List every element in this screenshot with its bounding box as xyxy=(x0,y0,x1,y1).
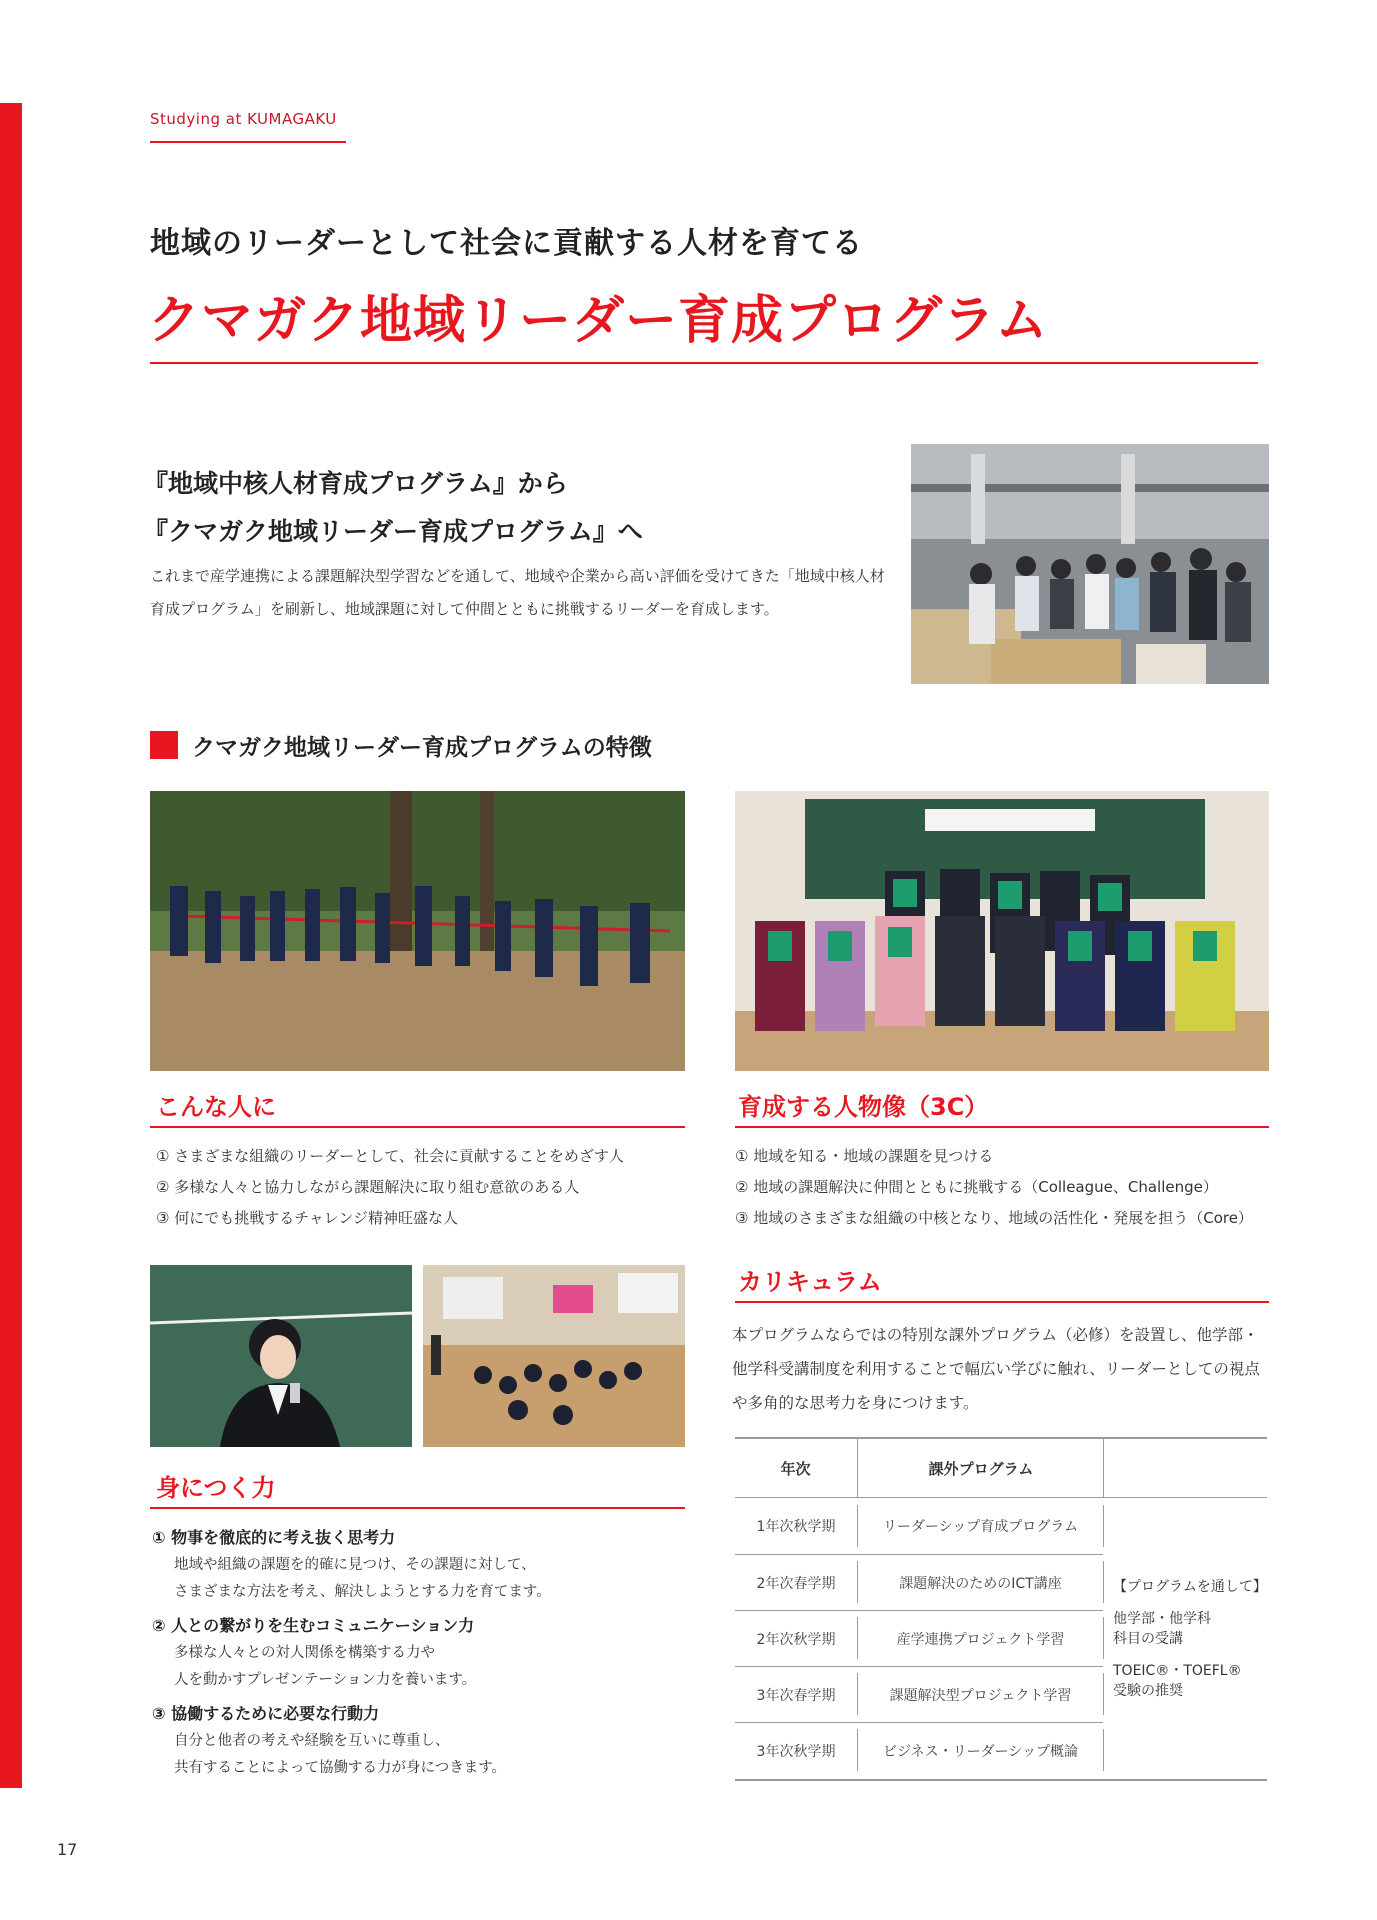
ability-line: 人を動かすプレゼンテーション力を養います。 xyxy=(174,1672,477,1688)
persona-heading-underline xyxy=(735,1126,1269,1128)
list-item: ① さまざまな組織のリーダーとして、社会に貢献することをめざす人 xyxy=(156,1147,624,1165)
photo-market-tour xyxy=(911,444,1269,684)
table-cell-year: 1年次秋学期 xyxy=(756,1519,836,1535)
note-item xyxy=(1113,1609,1263,1649)
table-cell-program: リーダーシップ育成プログラム xyxy=(882,1519,1079,1535)
renewal-heading xyxy=(143,460,643,556)
ability-line: 地域や組織の課題を的確に見つけ、その課題に対して、 xyxy=(174,1557,536,1573)
list-item: ③ 何にでも挑戦するチャレンジ精神旺盛な人 xyxy=(156,1209,459,1227)
column-header-year: 年次 xyxy=(780,1459,811,1478)
ability-description xyxy=(152,1640,692,1694)
ability-line: 多様な人々との対人関係を構築する力や xyxy=(174,1645,435,1661)
table-divider xyxy=(1103,1729,1104,1771)
abilities-list xyxy=(152,1524,692,1788)
target-heading: こんな人に xyxy=(156,1093,276,1121)
abilities-heading: 身につく力 xyxy=(156,1474,276,1502)
curriculum-paragraph: 本プログラムならではの特別な課外プログラム（必修）を設置し、他学部・他学科受講制度を利用することで幅広い学びに触れ、リーダーとしての視点や多角的な思考力を身につけます。 xyxy=(732,1326,1260,1412)
features-title: クマガク地域リーダー育成プログラムの特徴 xyxy=(192,735,652,761)
ability-description xyxy=(152,1728,692,1782)
abilities-heading-underline xyxy=(150,1507,685,1509)
kicker-underline xyxy=(150,141,346,143)
table-cell-year: 2年次春学期 xyxy=(756,1575,836,1592)
ability-title: ① 物事を徹底的に考え抜く思考力 xyxy=(152,1528,396,1547)
table-divider xyxy=(1103,1617,1104,1659)
accent-side-bar xyxy=(0,103,22,1788)
note-line: 他学部・他学科 xyxy=(1113,1611,1211,1627)
table-divider xyxy=(1103,1505,1104,1547)
renewal-heading-line1: 『地域中核人材育成プログラム』から xyxy=(143,469,568,498)
curriculum-heading-underline xyxy=(735,1301,1269,1303)
features-marker xyxy=(150,731,178,759)
intro-paragraph: これまで産学連携による課題解決型学習などを通して、地域や企業から高い評価を受けてきた「地域中核人材育成プログラム」を刷新し、地域課題に対して仲間とともに挑戦するリーダーを育成します。 xyxy=(150,567,885,618)
curriculum-heading: カリキュラム xyxy=(738,1268,882,1296)
target-heading-underline xyxy=(150,1126,685,1128)
table-cell-year: 2年次秋学期 xyxy=(756,1631,836,1648)
section-kicker: Studying at KUMAGAKU xyxy=(150,110,337,128)
ability-description xyxy=(152,1552,692,1606)
ability-title: ③ 協働するために必要な行動力 xyxy=(152,1704,380,1723)
table-divider xyxy=(1103,1439,1104,1497)
list-item: ③ 地域のさまざまな組織の中核となり、地域の活性化・発展を担う（Core） xyxy=(735,1209,1253,1227)
table-cell-program: 課題解決型プロジェクト学習 xyxy=(889,1687,1072,1704)
ability-item xyxy=(152,1612,692,1694)
table-divider xyxy=(1103,1673,1104,1715)
renewal-heading-line2: 『クマガク地域リーダー育成プログラム』へ xyxy=(143,517,643,546)
note-line: 受験の推奨 xyxy=(1113,1683,1183,1699)
persona-heading: 育成する人物像（3C） xyxy=(738,1093,989,1121)
ability-title: ② 人との繋がりを生むコミュニケーション力 xyxy=(152,1616,475,1635)
column-header-program: 課外プログラム xyxy=(928,1459,1034,1478)
ability-line: 自分と他者の考えや経験を互いに尊重し、 xyxy=(174,1733,450,1749)
list-item: ② 多様な人々と協力しながら課題解決に取り組む意欲のある人 xyxy=(156,1178,580,1196)
page-number: 17 xyxy=(57,1840,78,1859)
table-cell-program: 産学連携プロジェクト学習 xyxy=(896,1631,1065,1648)
table-divider xyxy=(857,1439,858,1497)
curriculum-table xyxy=(735,1437,1267,1781)
persona-list xyxy=(735,1141,1253,1234)
page-subtitle: 地域のリーダーとして社会に貢献する人材を育てる xyxy=(150,226,863,261)
ability-line: さまざまな方法を考え、解決しようとする力を育てます。 xyxy=(174,1584,551,1600)
table-cell-year: 3年次秋学期 xyxy=(756,1744,836,1760)
note-title: 【プログラムを通して】 xyxy=(1113,1579,1267,1595)
photo-presentation xyxy=(150,1265,412,1447)
table-divider xyxy=(1103,1561,1104,1603)
list-item: ① 地域を知る・地域の課題を見つける xyxy=(735,1147,994,1165)
note-line: TOEIC®・TOEFL® xyxy=(1113,1663,1242,1679)
photo-outdoor-activity xyxy=(150,791,685,1071)
page-title: クマガク地域リーダー育成プログラム xyxy=(148,291,1049,351)
photo-workshop xyxy=(423,1265,685,1447)
ability-line: 共有することによって協働する力が身につきます。 xyxy=(174,1760,507,1776)
note-line: 科目の受講 xyxy=(1113,1631,1183,1647)
list-item: ② 地域の課題解決に仲間とともに挑戦する（Colleague、Challenge） xyxy=(735,1178,1218,1196)
table-cell-program: ビジネス・リーダーシップ概論 xyxy=(882,1744,1079,1760)
ability-item xyxy=(152,1700,692,1782)
target-list xyxy=(156,1141,624,1234)
title-divider xyxy=(150,362,1258,364)
table-cell-year: 3年次春学期 xyxy=(756,1687,836,1704)
photo-completion-ceremony xyxy=(735,791,1269,1071)
program-note xyxy=(1113,1577,1267,1713)
note-item xyxy=(1113,1661,1263,1701)
ability-item xyxy=(152,1524,692,1606)
table-cell-program: 課題解決のためのICT講座 xyxy=(899,1575,1062,1592)
